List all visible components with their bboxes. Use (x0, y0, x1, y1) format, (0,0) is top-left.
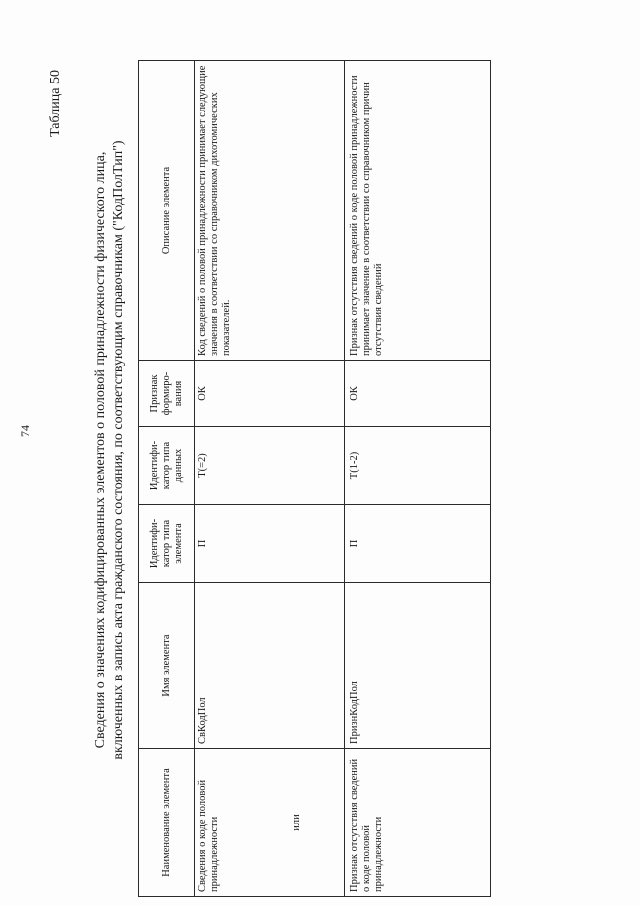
header-element: Имя элемента (139, 583, 195, 749)
table-title (92, 55, 128, 845)
table-row (345, 61, 491, 897)
title-line-1: Сведения о значениях кодифицированных элементов о половой принадлежности физического лица, (93, 151, 108, 749)
cell-flag: ОК (345, 361, 491, 427)
table-number: Таблица 50 (48, 70, 63, 137)
table-row (195, 61, 345, 897)
header-type-id: Идентифи-катор типа элемента (139, 505, 195, 583)
table-header-row (139, 61, 195, 897)
cell-type-id: П (345, 505, 491, 583)
elements-table (138, 60, 491, 897)
header-description: Описание элемента (139, 61, 195, 361)
page-number: 74 (18, 425, 32, 437)
cell-flag: ОК (195, 361, 345, 427)
cell-description: Код сведений о половой принадлежности принимает следующие значения в соответствии со справочником дихотомических показателей. (195, 61, 345, 361)
cell-data-type: T(=2) (195, 427, 345, 505)
cell-name: Признак отсутствия сведений о коде половой принадлежности (345, 749, 491, 897)
cell-description: Признак отсутствия сведений о коде половой принадлежности принимает значение в соответствии со справочником причин отсутствия сведений (345, 61, 491, 361)
cell-type-id: П (195, 505, 345, 583)
header-name: Наименование элемента (139, 749, 195, 897)
header-data-type: Идентифи-катор типа данных (139, 427, 195, 505)
header-flag: Признак формиро-вания (139, 361, 195, 427)
cell-data-type: T(1-2) (345, 427, 491, 505)
cell-element: ПризнКодПол (345, 583, 491, 749)
cell-name (195, 749, 345, 897)
or-separator: или (291, 814, 302, 831)
title-line-2: включенных в запись акта гражданского состояния, по соответствующим справочникам ("КодПолТип") (111, 140, 126, 760)
cell-element: СвКодПол (195, 583, 345, 749)
cell-name-text: Сведения о коде половой принадлежности (197, 779, 220, 892)
